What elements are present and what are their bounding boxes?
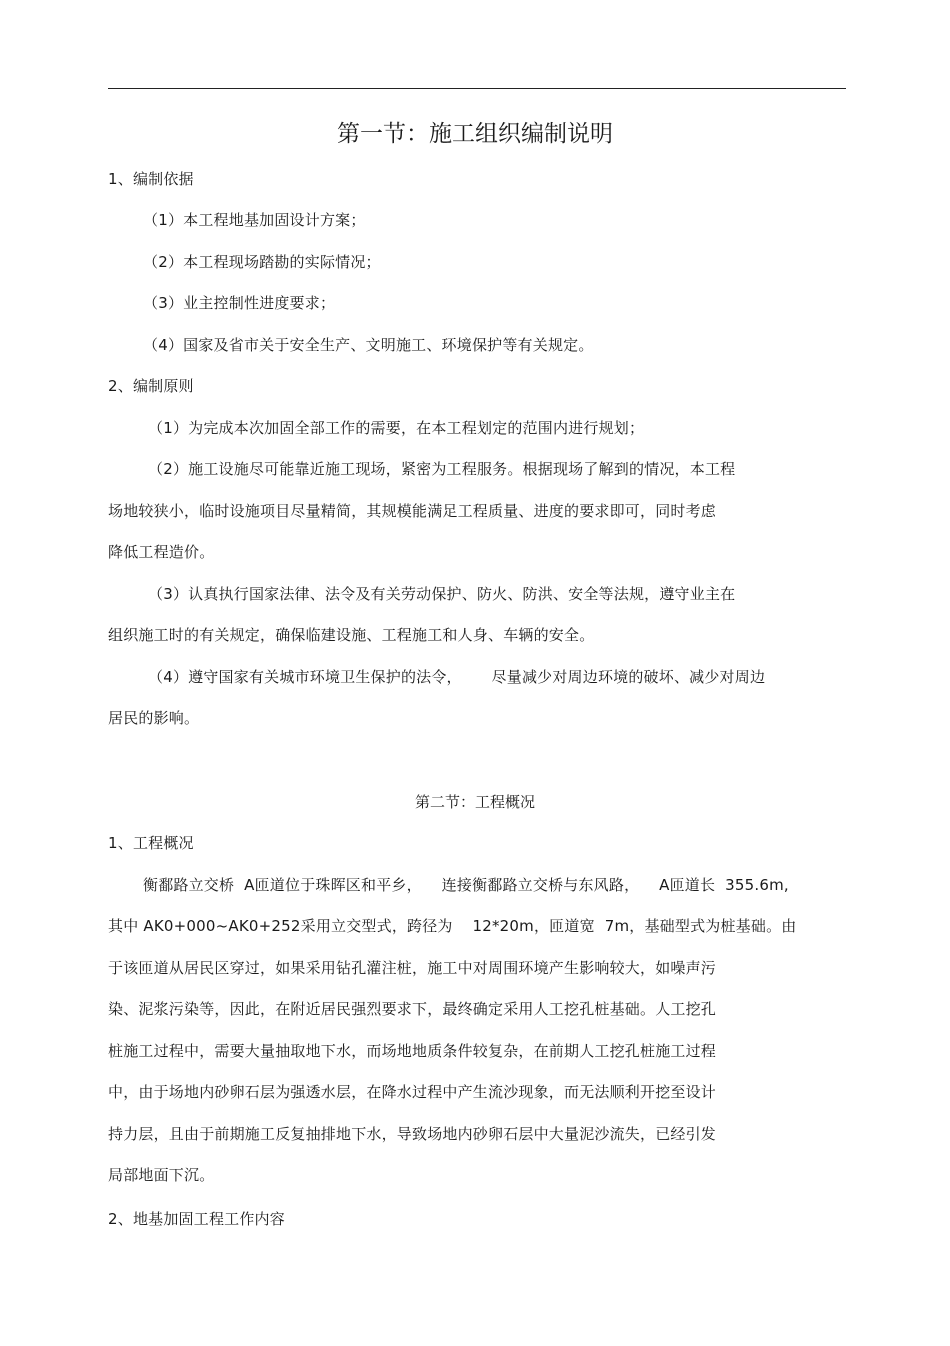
principle-line-3: 场地较狭小，临时设施项目尽量精简，其规模能满足工程质量、进度的要求即可，同时考虑	[108, 502, 717, 520]
principle-line-8: 居民的影响。	[108, 709, 200, 727]
principle-line-4: 降低工程造价。	[108, 543, 215, 561]
overview-line-6: 中，由于场地内砂卵石层为强透水层，在降水过程中产生流沙现象，而无法顺利开挖至设计	[108, 1083, 717, 1101]
scope-heading: 2、地基加固工程工作内容	[108, 1210, 285, 1228]
basis-heading: 1、编制依据	[108, 170, 194, 188]
basis-item-4: （4）国家及省市关于安全生产、文明施工、环境保护等有关规定。	[143, 336, 594, 354]
overview-heading: 1、工程概况	[108, 834, 194, 852]
principle-line-7: （4）遵守国家有关城市环境卫生保护的法令， 尽量减少对周边环境的破坏、减少对周边	[148, 668, 766, 686]
principle-line-1: （1）为完成本次加固全部工作的需要，在本工程划定的范围内进行规划；	[148, 419, 645, 437]
overview-line-2: 其中 AK0+000~AK0+252采用立交型式，跨径为 12*20m，匝道宽 7m，基础型式为桩基础。由	[108, 917, 797, 935]
overview-line-5: 桩施工过程中，需要大量抽取地下水，而场地地质条件较复杂，在前期人工挖孔桩施工过程	[108, 1042, 717, 1060]
principle-line-6: 组织施工时的有关规定，确保临建设施、工程施工和人身、车辆的安全。	[108, 626, 595, 644]
principle-heading: 2、编制原则	[108, 377, 194, 395]
overview-line-3: 于该匝道从居民区穿过，如果采用钻孔灌注桩，施工中对周围环境产生影响较大，如噪声污	[108, 959, 717, 977]
section1-title: 第一节：施工组织编制说明	[337, 121, 613, 147]
overview-line-4: 染、泥浆污染等，因此，在附近居民强烈要求下，最终确定采用人工挖孔桩基础。人工挖孔	[108, 1000, 717, 1018]
section2-title: 第二节：工程概况	[414, 793, 535, 811]
principle-line-2: （2）施工设施尽可能靠近施工现场，紧密为工程服务。根据现场了解到的情况，本工程	[148, 460, 736, 478]
overview-line-1: 衡鄱路立交桥 A匝道位于珠晖区和平乡， 连接衡鄱路立交桥与东风路， A匝道长 355.6m,	[143, 876, 789, 894]
principle-line-5: （3）认真执行国家法律、法令及有关劳动保护、防火、防洪、安全等法规，遵守业主在	[148, 585, 736, 603]
basis-item-1: （1）本工程地基加固设计方案；	[143, 211, 366, 229]
basis-item-2: （2）本工程现场踏勘的实际情况；	[143, 253, 381, 271]
overview-line-7: 持力层，且由于前期施工反复抽排地下水，导致场地内砂卵石层中大量泥沙流失，已经引发	[108, 1125, 717, 1143]
header-rule	[108, 88, 846, 89]
basis-item-3: （3）业主控制性进度要求；	[143, 294, 336, 312]
overview-line-8: 局部地面下沉。	[108, 1166, 215, 1184]
